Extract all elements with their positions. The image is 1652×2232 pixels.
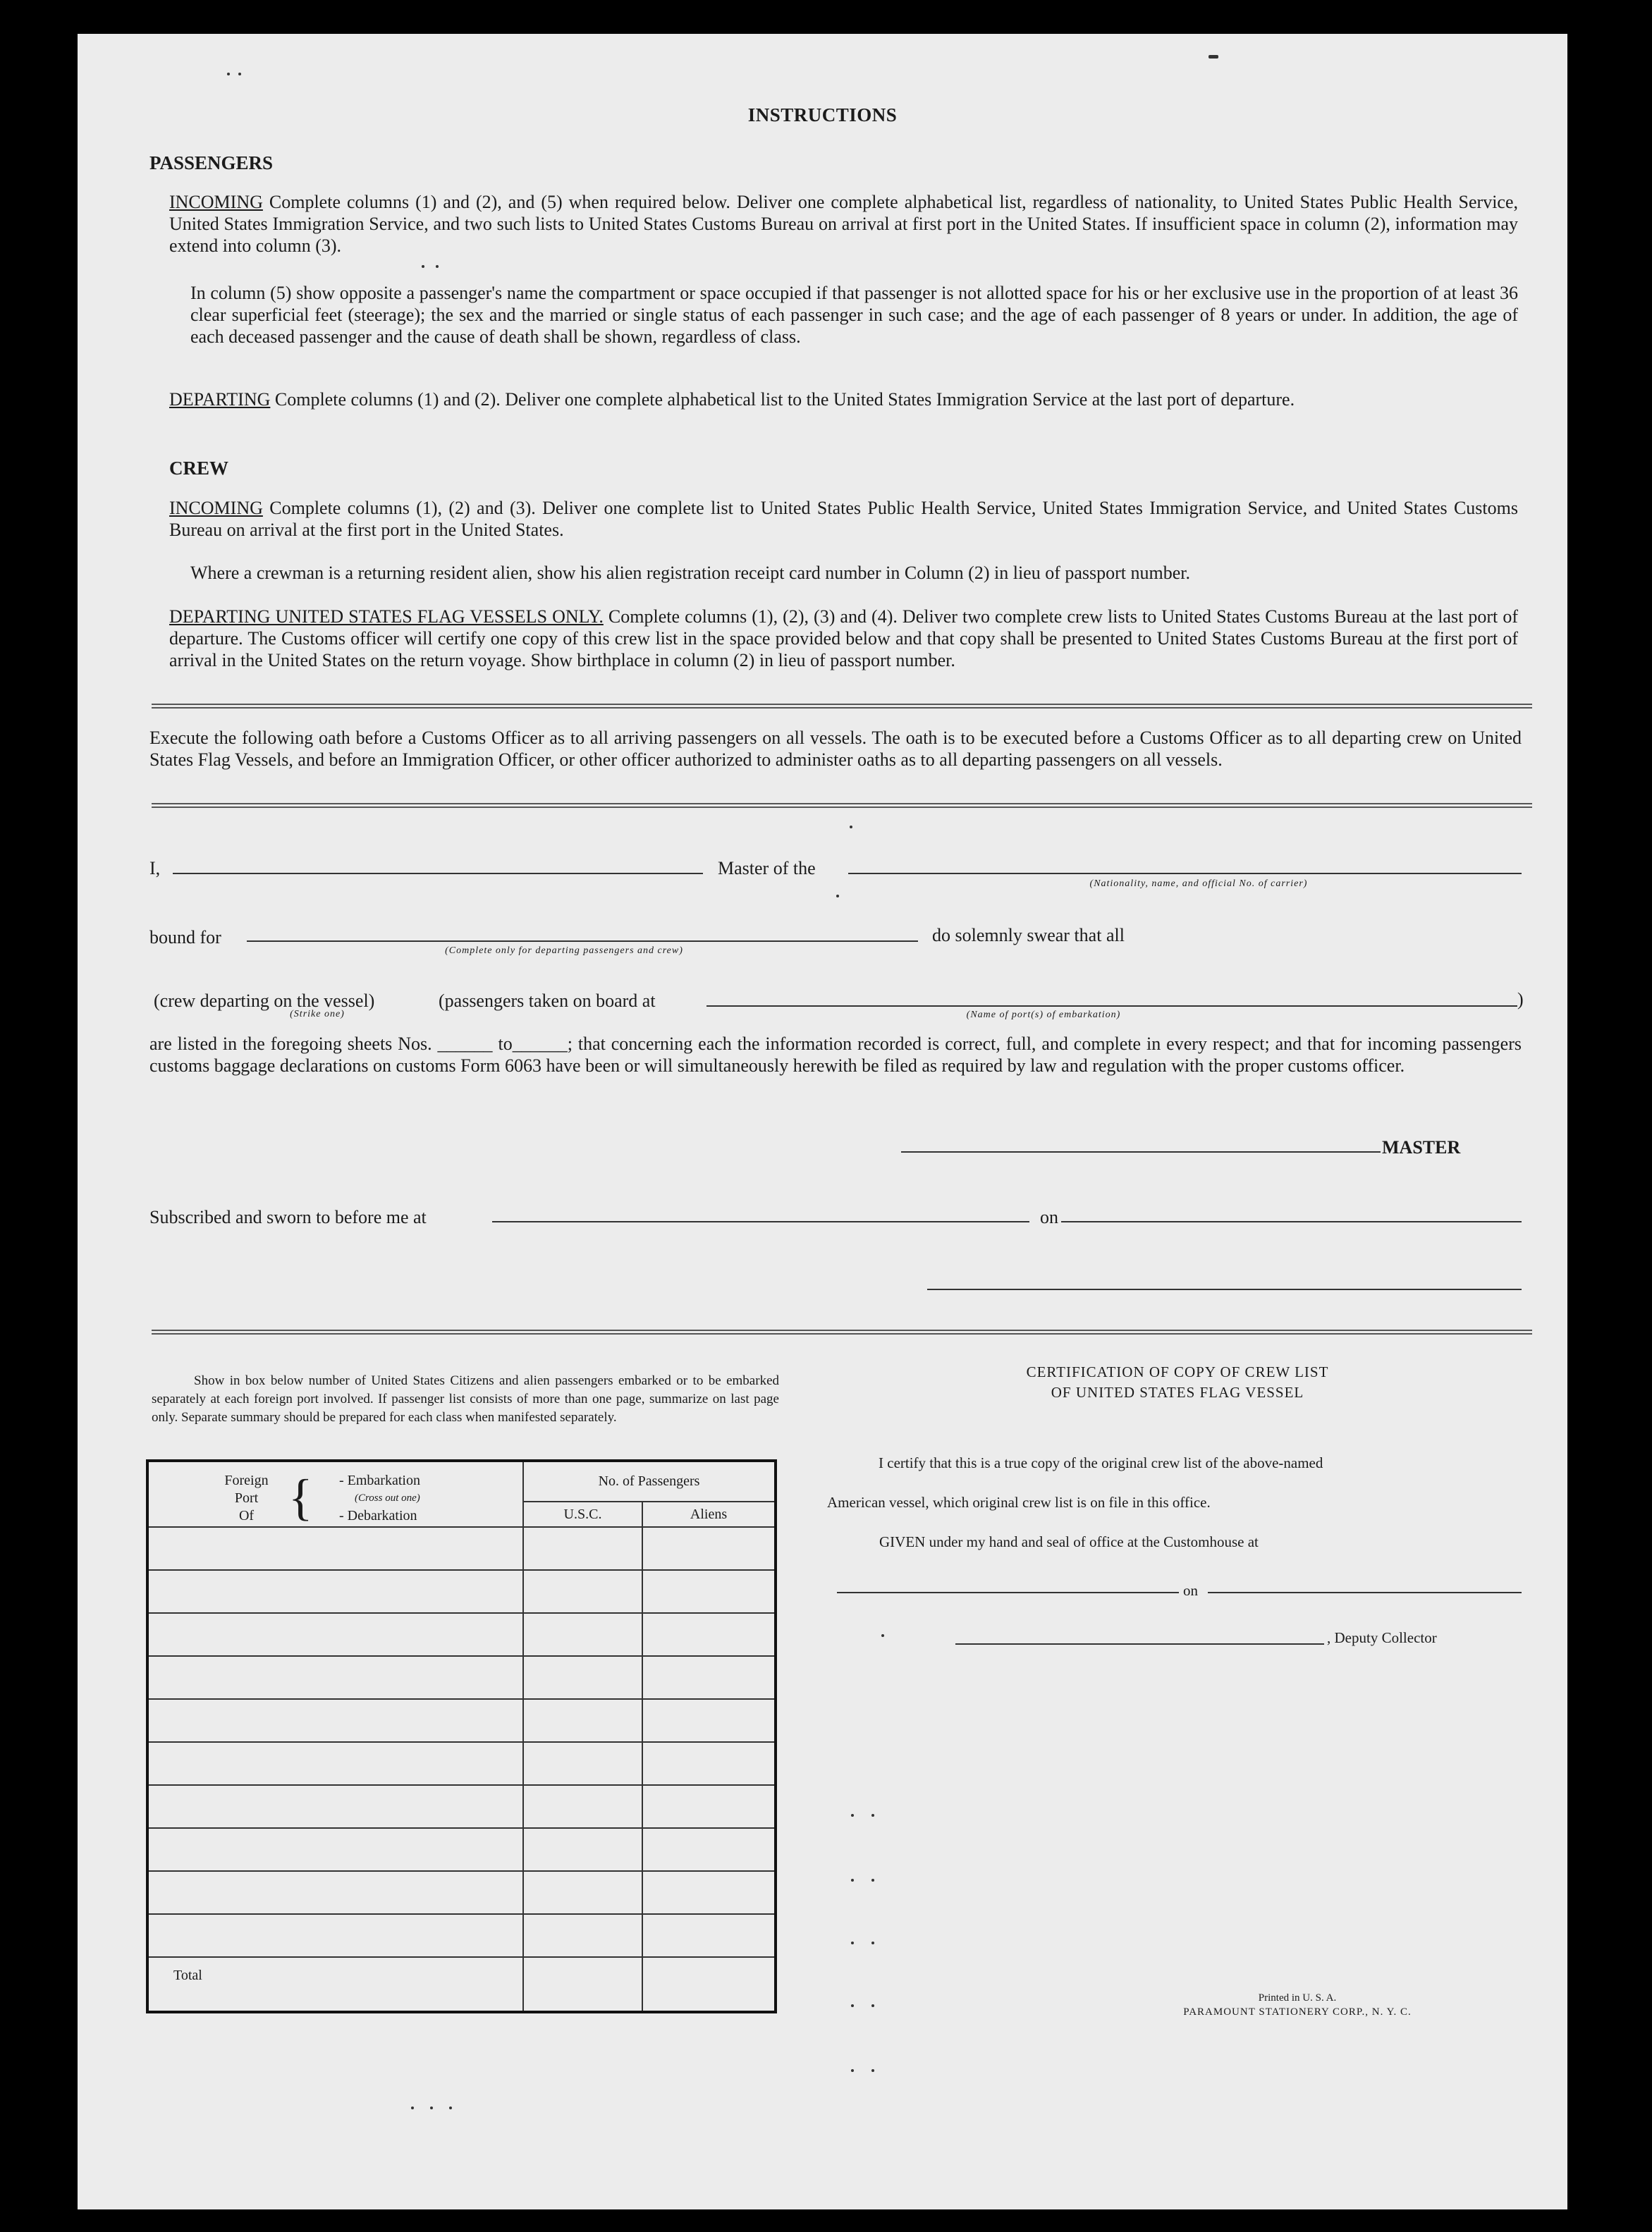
crew-heading: CREW — [169, 458, 229, 479]
certify-line-1: I certify that this is a true copy of the original crew list of the above-named — [879, 1454, 1323, 1471]
foreign-label: Foreign — [224, 1473, 269, 1488]
scan-speck — [1209, 55, 1218, 59]
passengers-incoming-lead: INCOMING — [169, 192, 263, 212]
embarkation-option[interactable]: - Embarkation — [339, 1473, 420, 1488]
total-aliens-cell[interactable] — [642, 1957, 776, 2012]
certification-title-1: CERTIFICATION OF COPY OF CREW LIST — [1026, 1363, 1329, 1380]
bound-for-caption: (Complete only for departing passengers and crew) — [445, 945, 683, 956]
of-label: Of — [238, 1508, 255, 1523]
printed-in-usa: Printed in U. S. A. — [1258, 1992, 1337, 2004]
scan-speck — [881, 1634, 884, 1637]
crew-departing-text: Complete columns (1), (2), (3) and (4). Deliver two complete crew lists to United States Customs Bureau at the last port of departure. The Customs officer will certify one copy of this crew list in the space provided below and that copy shall be presented to United States Customs Bureau at the first port of arrival in the United States on the return voyage. Show birthplace in column (2) in lieu of passport number. — [169, 606, 1518, 670]
passenger-summary-table — [146, 1459, 777, 2013]
passengers-heading: PASSENGERS — [149, 152, 274, 173]
carrier-field[interactable] — [848, 873, 1522, 874]
usc-header: U.S.C. — [523, 1502, 642, 1527]
port-cell[interactable] — [147, 1699, 523, 1742]
usc-cell[interactable] — [523, 1914, 642, 1957]
scan-speck — [851, 1814, 854, 1817]
bound-for-field[interactable] — [247, 940, 918, 942]
ports-field[interactable] — [706, 1005, 1517, 1007]
crew-resident-paragraph: Where a crewman is a returning resident alien, show his alien registration receipt card number in Column (2) in lieu of passport number. — [190, 563, 1191, 583]
master-signature-field[interactable] — [901, 1151, 1381, 1153]
passengers-departing-paragraph — [169, 388, 1518, 410]
certification-on-label: on — [1183, 1582, 1198, 1599]
table-row — [147, 1871, 776, 1914]
carrier-caption: (Nationality, name, and official No. of carrier) — [1089, 878, 1308, 889]
port-cell[interactable] — [147, 1742, 523, 1785]
total-usc-cell[interactable] — [523, 1957, 642, 2012]
total-label: Total — [147, 1957, 523, 2012]
scan-speck — [422, 265, 424, 268]
ports-caption: (Name of port(s) of embarkation) — [966, 1010, 1121, 1020]
debarkation-option[interactable]: - Debarkation — [339, 1508, 417, 1523]
page-title: INSTRUCTIONS — [747, 104, 898, 125]
swear-text: do solemnly swear that all — [932, 925, 1125, 945]
usc-cell[interactable] — [523, 1785, 642, 1828]
table-row — [147, 1742, 776, 1785]
usc-cell[interactable] — [523, 1828, 642, 1871]
master-of-the-label: Master of the — [718, 858, 816, 878]
usc-cell[interactable] — [523, 1699, 642, 1742]
scan-speck — [449, 2107, 452, 2109]
master-name-field[interactable] — [173, 873, 703, 874]
table-row — [147, 1613, 776, 1656]
scan-speck — [871, 1879, 874, 1882]
passengers-incoming-paragraph — [169, 191, 1518, 257]
port-header-cell — [147, 1461, 523, 1527]
strike-caption: (Strike one) — [290, 1009, 345, 1019]
cross-out-caption: (Cross out one) — [355, 1492, 420, 1504]
scan-speck — [871, 2069, 874, 2072]
aliens-cell[interactable] — [642, 1570, 776, 1613]
aliens-cell[interactable] — [642, 1527, 776, 1570]
aliens-cell[interactable] — [642, 1828, 776, 1871]
subscribed-label: Subscribed and sworn to before me at — [149, 1207, 427, 1227]
port-cell[interactable] — [147, 1828, 523, 1871]
table-row — [147, 1656, 776, 1699]
passengers-incoming-text: Complete columns (1) and (2), and (5) when required below. Deliver one complete alphabetical list, regardless of nationality, to United States Public Health Service, United States Immigration Service, and two such lists to United States Customs Bureau on arrival at first port in the United States. If insufficient space in column (2), information may extend into column (3). — [169, 192, 1518, 256]
passengers-departing-lead: DEPARTING — [169, 389, 271, 410]
table-row — [147, 1828, 776, 1871]
aliens-cell[interactable] — [642, 1785, 776, 1828]
certify-line-2: American vessel, which original crew list is on file in this office. — [827, 1494, 1211, 1511]
port-cell[interactable] — [147, 1527, 523, 1570]
scan-speck — [238, 73, 241, 75]
usc-cell[interactable] — [523, 1871, 642, 1914]
port-cell[interactable] — [147, 1656, 523, 1699]
summary-note: Show in box below number of United States Citizens and alien passengers embarked or to be embarked separately at each foreign port involved. If passenger list consists of more than one page, summarize on last page only. Separate summary should be prepared for each class when manifested separately. — [152, 1373, 779, 1425]
customhouse-field[interactable] — [837, 1592, 1179, 1593]
usc-cell[interactable] — [523, 1656, 642, 1699]
scan-speck — [436, 265, 439, 268]
close-paren: ) — [1517, 989, 1524, 1010]
port-cell[interactable] — [147, 1871, 523, 1914]
oath-instructions: Execute the following oath before a Customs Officer as to all arriving passengers on all vessels. The oath is to be executed before a Customs Officer as to all departing crew on United States Flag Vessels, and before an Immigration Officer, or other officer authorized to administer oaths as to all departing passengers on all vessels. — [149, 728, 1522, 770]
scan-speck — [430, 2107, 433, 2109]
scan-speck — [851, 1879, 854, 1882]
table-row — [147, 1527, 776, 1570]
aliens-header: Aliens — [642, 1502, 776, 1527]
usc-cell[interactable] — [523, 1613, 642, 1656]
scan-speck — [836, 895, 839, 897]
usc-cell[interactable] — [523, 1742, 642, 1785]
certification-title-2: OF UNITED STATES FLAG VESSEL — [1051, 1384, 1304, 1401]
certification-date-field[interactable] — [1208, 1592, 1522, 1593]
given-line: GIVEN under my hand and seal of office at the Customhouse at — [879, 1533, 1259, 1550]
scan-speck — [851, 1942, 854, 1944]
section-divider — [152, 1330, 1532, 1335]
port-cell[interactable] — [147, 1785, 523, 1828]
aliens-cell[interactable] — [642, 1742, 776, 1785]
crew-incoming-paragraph — [169, 497, 1518, 541]
master-label: MASTER — [1382, 1137, 1461, 1158]
aliens-cell[interactable] — [642, 1914, 776, 1957]
oath-i-label: I, — [149, 858, 161, 878]
printer-name: PARAMOUNT STATIONERY CORP., N. Y. C. — [1183, 2006, 1412, 2018]
aliens-cell[interactable] — [642, 1871, 776, 1914]
scan-speck — [871, 2004, 874, 2007]
port-cell[interactable] — [147, 1570, 523, 1613]
section-divider — [152, 704, 1532, 709]
deputy-collector-label: , Deputy Collector — [1327, 1629, 1437, 1646]
crew-incoming-text: Complete columns (1), (2) and (3). Deliver one complete list to United States Public Health Service, United States Immigration Service, and United States Customs Bureau on arrival at the first port in the United States. — [169, 498, 1518, 540]
aliens-cell[interactable] — [642, 1699, 776, 1742]
scan-speck — [227, 73, 230, 75]
port-cell[interactable] — [147, 1613, 523, 1656]
table-row — [147, 1914, 776, 1957]
scan-speck — [871, 1814, 874, 1817]
aliens-cell[interactable] — [642, 1613, 776, 1656]
form-page — [78, 34, 1567, 2209]
scan-speck — [850, 826, 852, 828]
crew-departing-option[interactable]: (crew departing on the vessel) — [154, 991, 375, 1011]
brace-icon: { — [288, 1469, 313, 1526]
table-row — [147, 1699, 776, 1742]
scan-speck — [851, 2004, 854, 2007]
usc-cell[interactable] — [523, 1570, 642, 1613]
crew-departing-paragraph — [169, 606, 1518, 671]
port-label: Port — [234, 1490, 259, 1506]
oath-certification-text: are listed in the foregoing sheets Nos. ______ to______; that concerning each the information recorded is correct, full, and complete in every respect; and that for incoming passengers customs baggage declarations on customs Form 6063 have been or will simultaneously herewith be filed as required by law and regulation with the proper customs officer. — [149, 1034, 1522, 1076]
table-row — [147, 1570, 776, 1613]
passengers-departing-text: Complete columns (1) and (2). Deliver one complete alphabetical list to the United States Immigration Service at the last port of departure. — [270, 389, 1295, 410]
scan-speck — [851, 2069, 854, 2072]
usc-cell[interactable] — [523, 1527, 642, 1570]
crew-incoming-lead: INCOMING — [169, 498, 263, 518]
deputy-signature-field[interactable] — [955, 1643, 1324, 1645]
aliens-cell[interactable] — [642, 1656, 776, 1699]
scan-speck — [411, 2107, 414, 2109]
passengers-taken-option[interactable]: (passengers taken on board at — [439, 991, 656, 1011]
subscribed-place-field[interactable] — [492, 1221, 1029, 1222]
scan-speck — [871, 1942, 874, 1944]
subscribed-on-label: on — [1040, 1207, 1058, 1227]
passengers-column5-paragraph: In column (5) show opposite a passenger's name the compartment or space occupied if that passenger is not allotted space for his or her exclusive use in the proportion of at least 36 clear superficial feet (steerage); the sex and the married or single status of each passenger in such case; and the age of each passenger of 8 years or under. In addition, the age of each deceased passenger and the cause of death shall be shown, regardless of class. — [190, 283, 1518, 347]
officer-signature-field[interactable] — [927, 1289, 1522, 1290]
subscribed-date-field[interactable] — [1061, 1221, 1522, 1222]
no-passengers-header: No. of Passengers — [523, 1461, 776, 1502]
crew-departing-lead: DEPARTING UNITED STATES FLAG VESSELS ONLY. — [169, 606, 604, 627]
bound-for-label: bound for — [149, 927, 221, 948]
section-divider — [152, 803, 1532, 808]
printer-imprint — [1135, 1991, 1460, 2019]
port-cell[interactable] — [147, 1914, 523, 1957]
table-row — [147, 1785, 776, 1828]
